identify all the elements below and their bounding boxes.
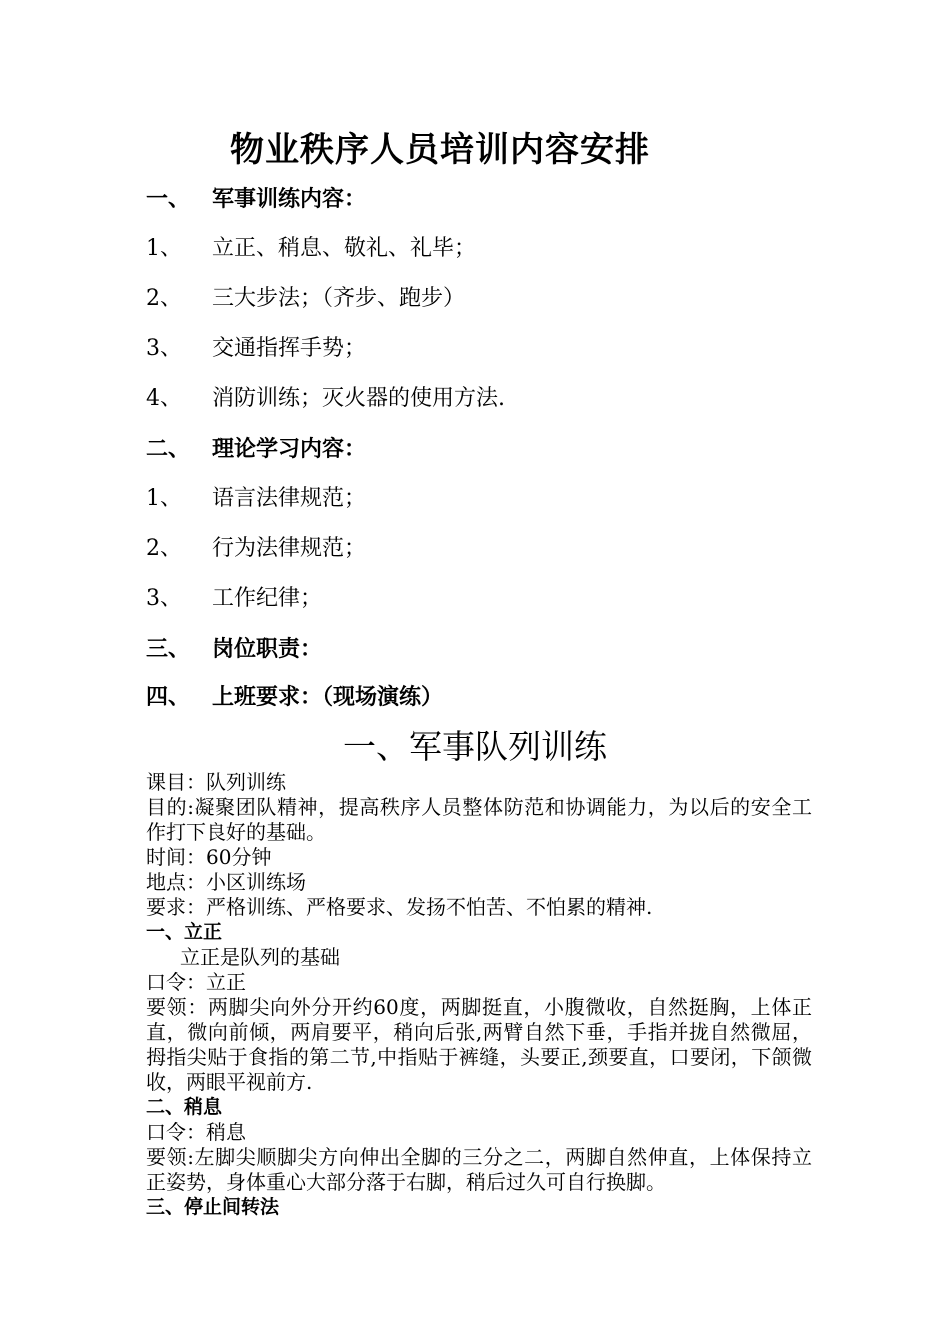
outline-text: 工作纪律； [212,586,323,611]
outline-number: 一、 [146,186,191,212]
stand-heading: 一、立正 [146,921,223,943]
course-place: 地点：小区训练场 [146,870,306,894]
rest-command: 口令：稍息 [146,1120,246,1144]
outline-text: 行为法律规范； [212,536,367,561]
course-purpose: 目的:凝聚团队精神，提高秩序人员整体防范和协调能力，为以后的安全工作打下良好的基础。 [146,795,812,844]
outline-number: 4、 [146,386,182,411]
rest-essentials: 要领:左脚尖顺脚尖方向伸出全脚的三分之二，两脚自然伸直，上体保持立正姿势，身体重心大部分落于右脚，稍后过久可自行换脚。 [146,1145,812,1194]
outline-text: 交通指挥手势； [212,336,367,361]
outline-number: 2、 [146,286,182,311]
stand-essentials: 要领：两脚尖向外分开约60度，两脚挺直，小腹微收，自然挺胸，上体正直，微向前倾，两肩要平，稍向后张,两臂自然下垂，手指并拢自然微屈，拇指尖贴于食指的第二节,中指贴于裤缝，头要正,颈要直，口要闭，下颌微收，两眼平视前方. [146,995,812,1094]
outline-text: 上班要求：（现场演练） [212,684,444,710]
outline-text: 立正、稍息、敬礼、礼毕； [212,236,477,261]
section-title: 一、军事队列训练 [343,727,607,766]
outline-number: 二、 [146,436,191,462]
outline-number: 四、 [146,684,191,710]
rest-heading: 二、稍息 [146,1096,223,1118]
outline-text: 理论学习内容： [212,436,367,462]
outline-text: 三大步法；（齐步、跑步） [212,286,466,311]
course-subject: 课目：队列训练 [146,770,286,794]
turn-heading: 三、停止间转法 [146,1196,280,1218]
document-title: 物业秩序人员培训内容安排 [230,130,650,170]
outline-text: 军事训练内容： [212,186,367,212]
outline-text: 语言法律规范； [212,486,367,511]
outline-number: 1、 [146,486,182,511]
outline-number: 三、 [146,636,191,662]
outline-number: 3、 [146,336,182,361]
stand-intro: 立正是队列的基础 [180,945,340,969]
outline-text: 消防训练；灭火器的使用方法. [212,386,505,411]
course-requirement: 要求：严格训练、严格要求、发扬不怕苦、不怕累的精神. [146,895,653,919]
outline-number: 1、 [146,236,182,261]
outline-number: 3、 [146,586,182,611]
outline-text: 岗位职责： [212,636,323,662]
stand-command: 口令：立正 [146,970,246,994]
outline-number: 2、 [146,536,182,561]
section-body [146,770,812,1220]
course-time: 时间：60分钟 [146,845,272,869]
